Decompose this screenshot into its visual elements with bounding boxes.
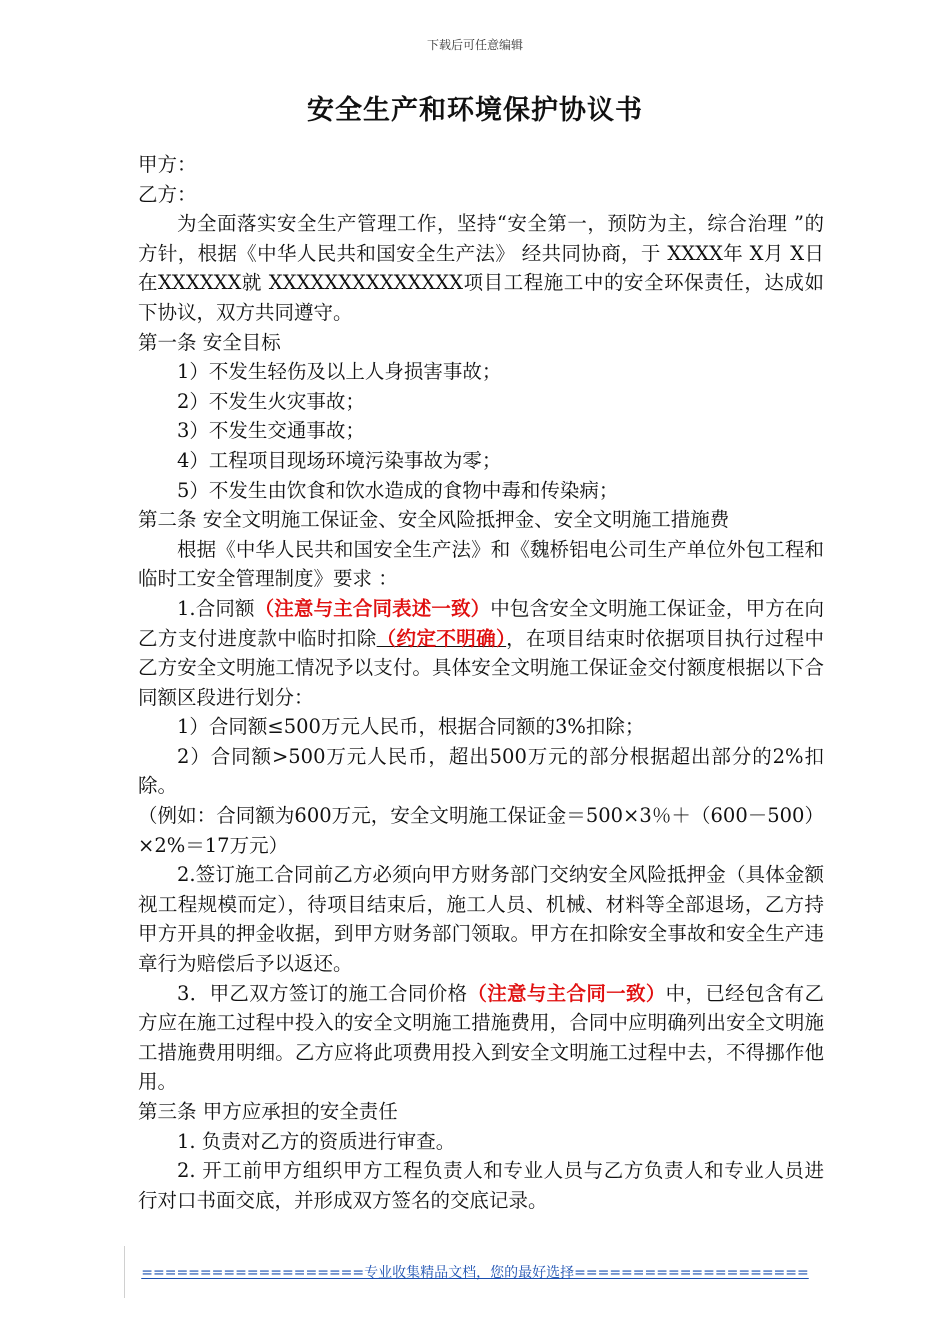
rate-rule-2: 2）合同额>500万元人民币，超出500万元的部分根据超出部分的2%扣除。	[138, 744, 824, 798]
article-3-item: 2. 开工前甲方组织甲方工程负责人和专业人员与乙方负责人和专业人员进行对口书面交底，并形成双方签名的交底记录。	[138, 1159, 824, 1212]
document-title: 安全生产和环境保护协议书	[307, 95, 643, 126]
clause-text: 中，已经包含有乙方应在施工过程中投入的安全文明施工措施费用，合同中应明确列出安全文明施工措施费用明细。乙方应将此项费用投入到安全文明施工过程中去，不得挪作他用。	[138, 981, 824, 1094]
article-3-item: 1. 负责对乙方的资质进行审查。	[177, 1129, 456, 1153]
clause-text: ，在项目结束时依据项目执行过程中乙方安全文明施工情况予以支付。具体安全文明施工保证金交付额度根据以下合同额区段进行划分：	[138, 626, 824, 709]
calculation-example: （例如：合同额为600万元，安全文明施工保证金＝500×3％＋（600－500）×2%＝17万元）	[138, 804, 824, 857]
intro-paragraph: 为全面落实安全生产管理工作，坚持“安全第一，预防为主，综合治理 ”的方针，根据《中华人民共和国安全生产法》 经共同协商，于 XXXX年 X月 X日在XXXXXX就 XXXXXXXXXXXXXX项目工程施工中的安全环保责任，达成如下协议，双方共同遵守。	[138, 212, 824, 324]
article-2-clause-1	[138, 594, 824, 712]
clause-text: 中包含安全文明施工保证金，甲方在向乙方支付进度款中临时扣除	[138, 596, 824, 650]
article-2-basis: 根据《中华人民共和国安全生产法》和《魏桥铝电公司生产单位外包工程和临时工安全管理制度》要求 ：	[138, 537, 824, 591]
article-1-item: 1）不发生轻伤及以上人身损害事故；	[177, 360, 502, 384]
header-note: 下载后可任意编辑	[426, 38, 523, 52]
article-2-clause-3	[138, 979, 824, 1097]
party-b-label: 乙方：	[138, 182, 197, 206]
article-1-item: 4）工程项目现场环境污染事故为零；	[177, 448, 502, 472]
footer-banner-link[interactable]: ===================专业收集精品文档，您的最好选择====================	[141, 1265, 809, 1281]
article-2-clause-2: 2.签订施工合同前乙方必须向甲方财务部门交纳安全风险抵押金（具体金额视工程规模而定），待项目结束后，施工人员、机械、材料等全部退场，乙方持甲方开具的押金收据，到甲方财务部门领取。甲方在扣除安全事故和安全生产违章行为赔偿后予以返还。	[138, 863, 824, 976]
clause-text: 1.合同额	[177, 596, 255, 620]
clause-text: 3．甲乙双方签订的施工合同价格	[177, 981, 468, 1005]
article-1-item: 5）不发生由饮食和饮水造成的食物中毒和传染病；	[177, 478, 619, 502]
article-3-heading: 第三条 甲方应承担的安全责任	[138, 1100, 398, 1123]
article-1-heading: 第一条 安全目标	[138, 330, 281, 354]
article-2-heading: 第二条 安全文明施工保证金、安全风险抵押金、安全文明施工措施费	[138, 508, 730, 532]
red-annotation-underlined: （约定不明确）	[376, 626, 507, 650]
article-1-item: 3）不发生交通事故；	[177, 419, 365, 443]
article-1-item: 2）不发生火灾事故；	[177, 389, 365, 413]
rate-rule-1: 1）合同额≤500万元人民币，根据合同额的3%扣除；	[177, 715, 645, 739]
document-body	[138, 150, 824, 1215]
red-annotation: （注意与主合同一致）	[467, 981, 666, 1005]
party-a-label: 甲方：	[138, 153, 197, 176]
red-annotation: （注意与主合同表述一致）	[254, 596, 491, 620]
